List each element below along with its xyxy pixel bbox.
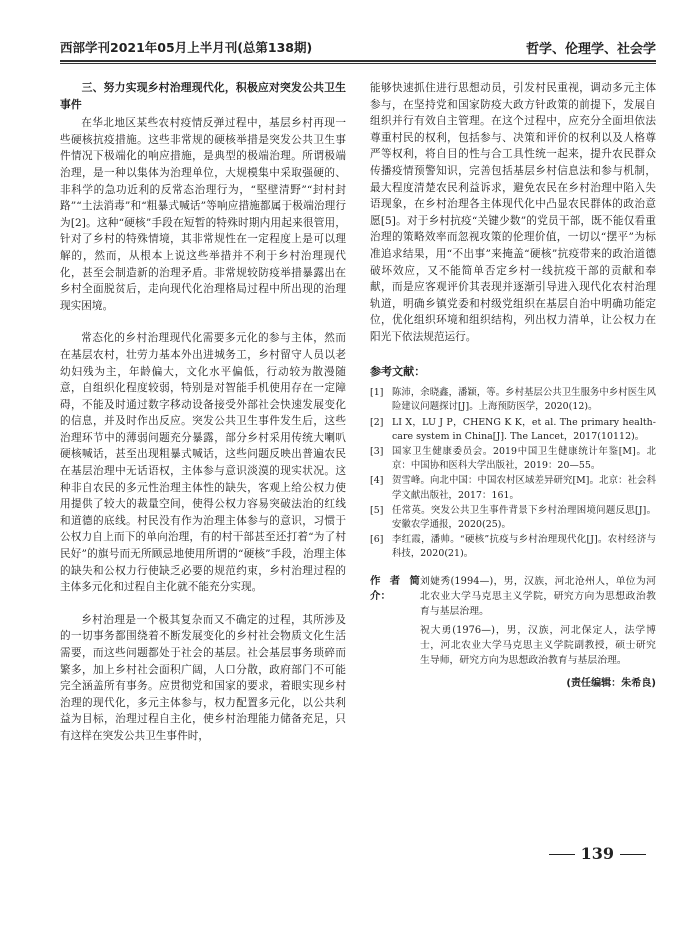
right-column: [370, 80, 656, 692]
reference-number: [1]: [370, 387, 384, 399]
reference-text: 国家卫生健康委员会。2019中国卫生健康统计年鉴[M]。北京：中国协和医科大学出版社，2019：20—55。: [392, 445, 656, 472]
body-paragraph: 在华北地区某些农村疫情反弹过程中，基层乡村再现一些硬核抗疫措施。这些非常规的硬核举措是突发公共卫生事件情况下极端化的响应措施，是典型的极端治理。所谓极端治理，是一种以集体为治理单位，大规模集中采取强硬的、非科学的急功近利的反常态治理行为，“堅壁清野”“封村封路”“土法消毒”和“粗暴式喊话”等响应措施都属于极端治理行为[2]。这种“硬核”手段在短暂的特殊时期内用起来很管用，针对了乡村的特殊情境，其非常规性在一定程度上是可以理解的，然而，从根本上说这些举措并不利于乡村治理现代化，甚至会制造新的治理矛盾。非常规较防疫举措暴露出在乡村全面脱贫后，走向现代化治理格局过程中所出现的治理现实困境。: [60, 117, 346, 312]
journal-name: 西部学刊: [60, 40, 111, 55]
reference-item: [370, 445, 656, 473]
journal-issue-info: [60, 38, 312, 56]
body-paragraph: 乡村治理是一个极其复杂而又不确定的过程，其所涉及的一切事务都围绕着不断发展变化的乡村社会物质文化生活需要，而这些问题都处于社会的基层。社会基层事务琐碎而繁多，加上乡村社会面积广阔，人口分散，政府部门不可能完全涵盖所有事务。应贯彻党和国家的要求，着眼实现乡村治理的现代化，多元主体参与，权力配置多元化，以公共利益为目标，治理过程自主化，使乡村治理能力储备充足，只有这样在突发公共卫生事件时，: [60, 613, 346, 742]
reference-text: 贺雪峰。向北中国：中国农村区域差异研究[M]。北京：社会科学文献出版社，2017：161。: [392, 475, 656, 501]
issue-info: 2021年05月上半月刊(总第138期): [110, 40, 313, 55]
author-bio-1: 刘婕秀(1994—)，男，汉族，河北沧州人，单位为河北农业大学马克思主义学院，研究方向为思想政治教育与基层治理。: [420, 575, 656, 617]
page-number-value: 139: [580, 844, 614, 863]
reference-item: [370, 416, 656, 444]
reference-text: 李红霞，潘帅。“硬核”抗疫与乡村治理现代化[J]。农村经济与科技，2020(21)。: [392, 534, 656, 560]
body-paragraph: 能够快速抓住进行思想动员，引发村民重视，调动多元主体参与，在坚持党和国家防疫大政方针政策的前提下，发展自组织并行有效自主管理。在这个过程中，应充分全面坦依法尊重村民的权利，包括参与、决策和评价的权利以及人格尊严等权利，将自目的性与合工具性统一起来，提升农民群众传播疫情预警知识，完善包括基层乡村信息法和参与机制，最大程度清楚农民利益诉求，避免农民在乡村治理中陷入失语现象，在乡村治理各主体现代化中凸显农民群体的政治意愿[5]。对于乡村抗疫“关键少数”的党员干部，既不能仅看重治理的策略效率而忽视攻策的伦理价值，一切以“摆平”为标准追求结果，用“不出事”来掩盖“硬核”抗疫带来的政治道德破坏效应，又不能简单否定乡村一线抗疫干部的贡献和奉献，而是应客观评价其表现并逐渐引导进入现代化农村治理轨道，明确乡镇党委和村级党组织在基层自治中明确功能定位，优化组织环境和组织结构，列出权力清单，让公权力在阳光下依法规范运行。: [370, 82, 656, 343]
reference-item: [370, 533, 656, 561]
header-rule: [60, 60, 656, 62]
reference-number: [3]: [370, 445, 384, 457]
page-number-dash-left: [549, 854, 575, 855]
reference-text: 陈沛，余晓鑫，潘颖，等。乡村基层公共卫生服务中乡村医生风险建议问题探讨[J]。上海预防医学，2020(12)。: [392, 387, 656, 413]
reference-number: [4]: [370, 475, 384, 487]
author-bio-2: 祝大勇(1976—)，男，汉族，河北保定人，法学博士，河北农业大学马克思主义学院副教授，硕士研究生导师，研究方向为思想政治教育与基层治理。: [420, 624, 656, 666]
responsible-editor: (责任编辑：朱希良): [566, 677, 656, 689]
header-rule-thin: [60, 63, 656, 64]
page-number-dash-right: [620, 854, 646, 855]
section-title: 哲学、伦理学、社会学: [525, 42, 656, 57]
reference-item: [370, 474, 656, 502]
reference-number: [5]: [370, 504, 384, 516]
reference-number: [6]: [370, 534, 384, 546]
reference-item: [370, 504, 656, 532]
references-list: [370, 386, 656, 561]
references-title: 参考文献：: [370, 364, 426, 378]
page-number: [543, 844, 652, 863]
section-heading: 三、努力实现乡村治理现代化，积极应对突发公共卫生事件: [60, 81, 346, 111]
author-label: 作者简介：: [370, 574, 420, 602]
reference-number: [2]: [370, 416, 384, 428]
body-paragraph: 常态化的乡村治理现代化需要多元化的参与主体，然而在基层农村，壮劳力基本外出进城务工，乡村留守人员以老幼妇残为主，年龄偏大，文化水平偏低，行动较为散漫随意，自组织化程度较弱，特别是对智能手机使用存在一定障碍，不能及时通过数字移动设备接受外部社会快速发展变化的信息，并及时作出反应。突发公共卫生事件发生后，这些治理环节中的薄弱问题充分暴露，部分乡村采用传统大喇叭硬核喊话，甚至出现粗暴式喊话，这些问题反映出普遍农民在基层治理中无话语权，主体参与意识淡漠的现实状况。这种非自农民的多元性治理主体性的缺失，客观上给公权力使用提供了较大的裁量空间，使得公权力容易突破法治的红线和道德的底线。村民没有作为治理主体参与的意识，习惯于公权力自上而下的单向治理，有的村干部甚至还打着“为了村民好”的旗号而无所顾忌地使用所谓的“硬核”手段，治理主体的缺失和公权力行使缺乏必要的规范约束，乡村治理过程的主体多元化和过程自主化就不能充分实现。: [60, 332, 346, 594]
author-info: [370, 574, 656, 668]
left-column: [60, 80, 346, 745]
author-row: [370, 574, 656, 619]
reference-item: [370, 386, 656, 414]
reference-text: 任常英。突发公共卫生事件背景下乡村治理困境问题反思[J]。安徽农学通报，2020(25)。: [392, 504, 656, 530]
reference-text: LI X，LU J P，CHENG K K，et al. The primary health-care system in China[J]. The Lancet，2017(10112)。: [392, 416, 656, 442]
